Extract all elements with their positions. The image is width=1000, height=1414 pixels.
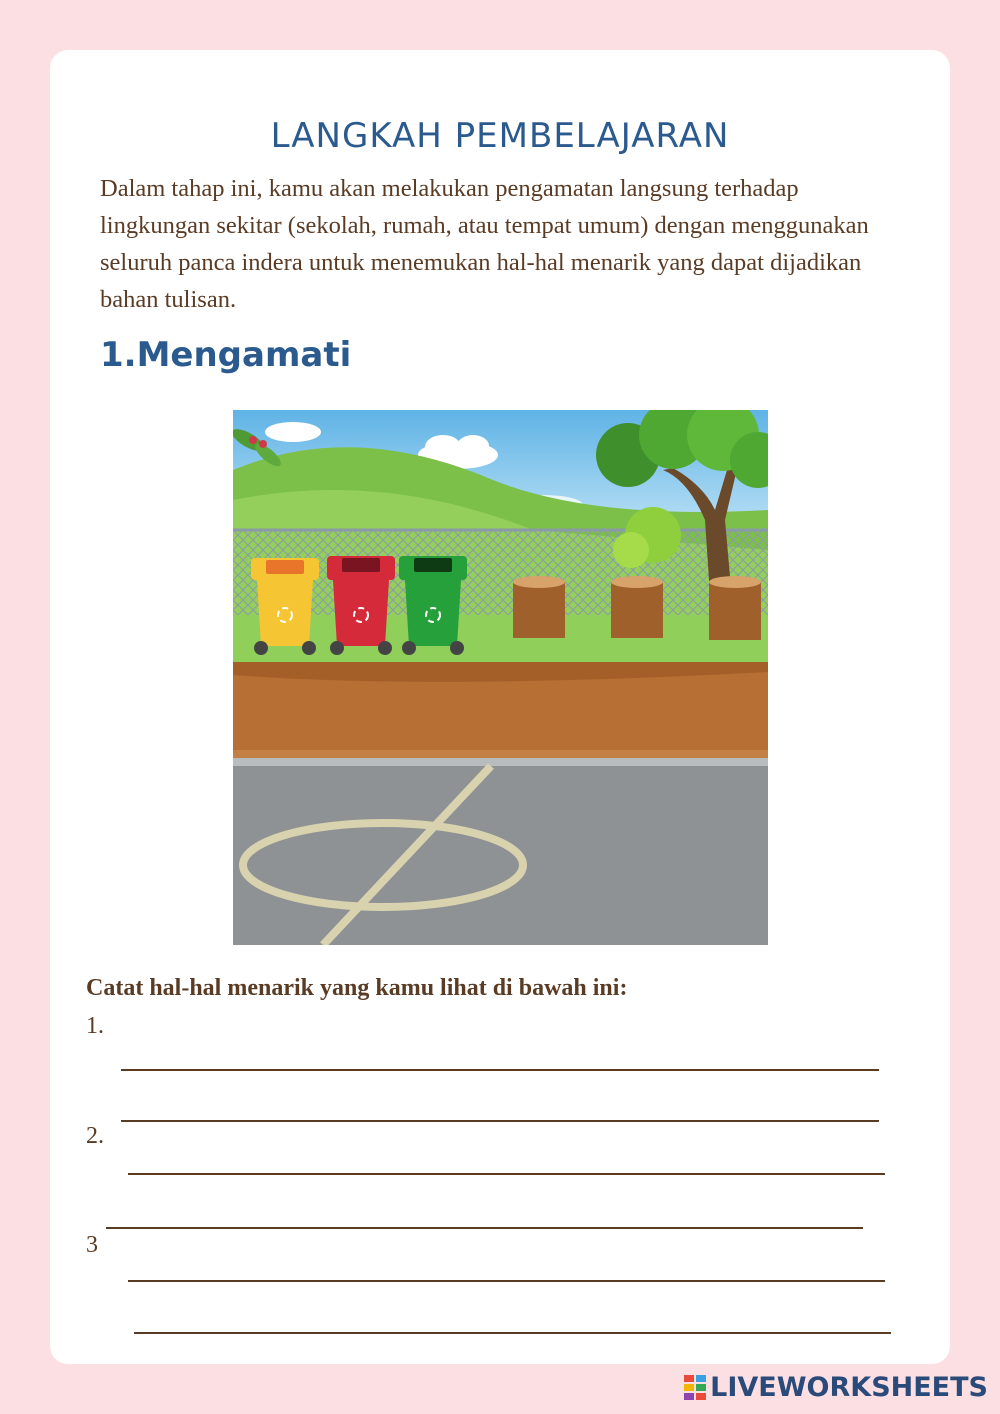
yellow-bin-icon bbox=[251, 558, 319, 655]
brand-footer bbox=[684, 1372, 988, 1403]
answer-line-2b[interactable] bbox=[106, 1227, 863, 1229]
answer-line-3a[interactable] bbox=[128, 1280, 885, 1282]
tree-stump-icon bbox=[513, 576, 761, 640]
answer-line-3b[interactable] bbox=[134, 1332, 891, 1334]
page-title: LANGKAH PEMBELAJARAN bbox=[270, 116, 730, 156]
intro-paragraph: Dalam tahap ini, kamu akan melakukan pengamatan langsung terhadap lingkungan sekitar (sekolah, rumah, atau tempat umum) dengan menggunakan seluruh panca indera untuk menemukan hal-hal menarik yang dapat dijadikan bahan tulisan. bbox=[100, 175, 869, 313]
schoolyard-illustration bbox=[233, 410, 768, 945]
liveworksheets-logo-icon bbox=[684, 1375, 706, 1401]
red-bin-icon bbox=[327, 556, 395, 655]
notes-prompt: Catat hal-hal menarik yang kamu lihat di bawah ini: bbox=[86, 975, 628, 1001]
item-number-1: 1. bbox=[86, 1013, 104, 1039]
green-bin-icon bbox=[399, 556, 467, 655]
brand-name: LIVEWORKSHEETS bbox=[710, 1372, 988, 1403]
answer-line-1a[interactable] bbox=[121, 1069, 879, 1071]
answer-line-2a[interactable] bbox=[128, 1173, 885, 1175]
item-number-2: 2. bbox=[86, 1123, 104, 1149]
answer-line-1b[interactable] bbox=[121, 1120, 879, 1122]
section-heading: 1.Mengamati bbox=[100, 335, 352, 375]
item-number-3: 3 bbox=[86, 1232, 98, 1258]
